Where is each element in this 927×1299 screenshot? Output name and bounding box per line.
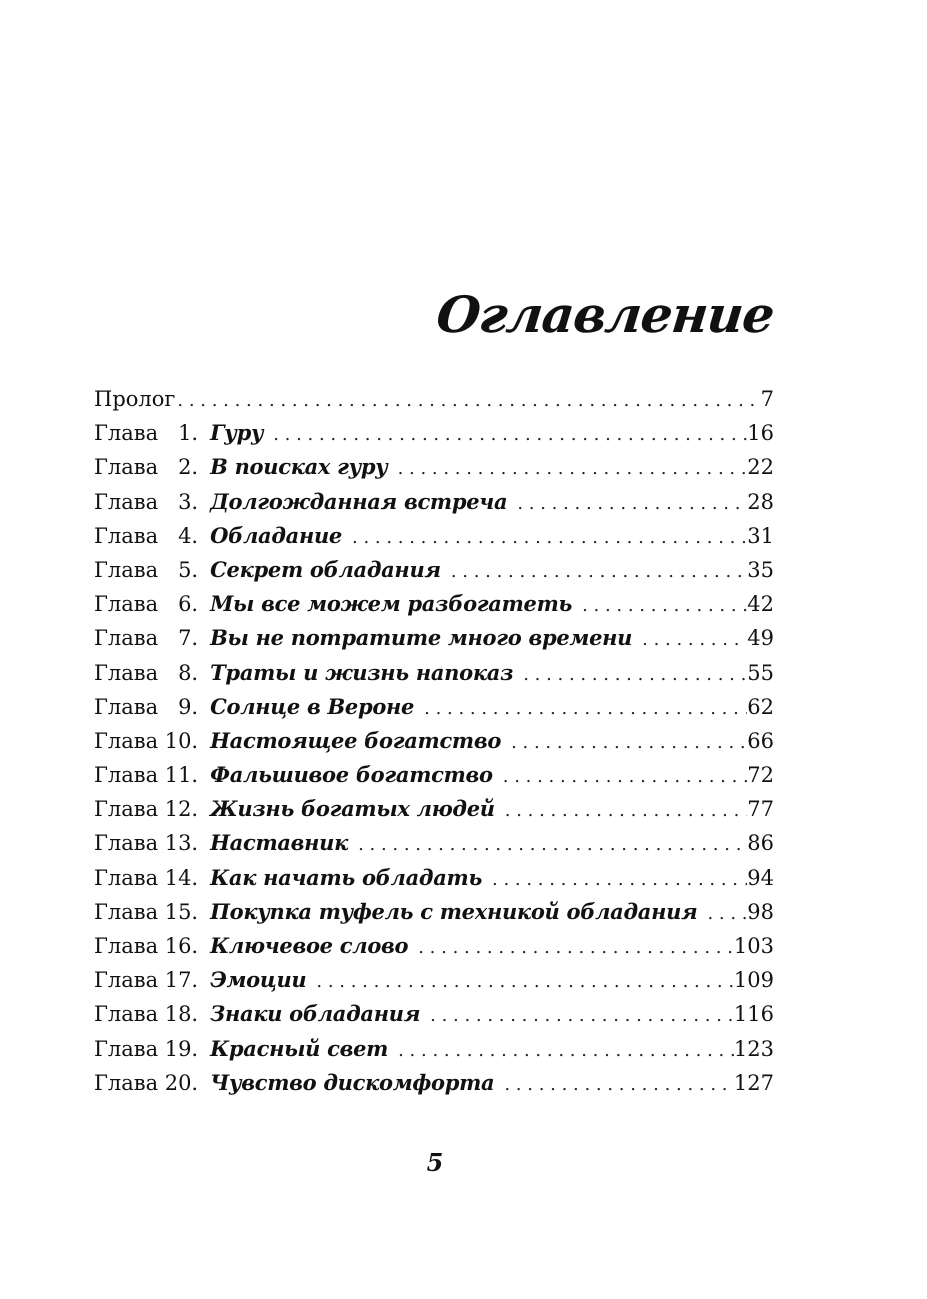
toc-entry-page: 103 [733,934,774,958]
dot-leader [501,760,748,794]
dot-leader [580,589,747,623]
toc-entry-label: Глава [94,489,159,514]
toc-entry-number: 18. [164,1002,199,1027]
toc-entry [94,1066,774,1100]
toc-entry-number: 12. [164,797,199,822]
toc-entry-title: Наставник [210,830,349,856]
toc-entry-page: 42 [747,592,774,617]
toc-entry-number: 2. [178,455,199,480]
toc-entry-title: Траты и жизнь напоказ [210,659,514,685]
toc-entry-page: 109 [733,968,774,993]
dot-leader [416,931,734,965]
toc-entry-label: Глава [94,899,159,924]
toc-entry [94,587,774,621]
dot-leader [422,692,747,726]
dot-leader [175,384,760,418]
toc-entry-page: 123 [733,1036,774,1061]
toc-entry-label: Глава [94,763,159,788]
toc-entry-page: 116 [733,1002,774,1027]
toc-entry-title: Жизнь богатых людей [210,796,495,822]
toc-entry-page: 72 [747,763,774,788]
toc-entry-page: 55 [747,660,774,685]
toc-entry-title: Настоящее богатство [210,727,502,753]
toc-entry [94,724,774,758]
toc-entry [94,1032,774,1066]
toc-entry [94,621,774,655]
toc-entry-number: 1. [178,421,199,446]
toc-entry-title: Как начать обладать [210,864,482,890]
dot-leader [503,794,748,828]
toc-entry-label: Глава [94,421,159,446]
toc-entry-label: Глава [94,728,159,753]
toc-entry-number: 7. [178,626,199,651]
dot-leader [356,828,747,862]
toc-entry-label: Глава [94,831,159,856]
toc-entry-title: Чувство дискомфорта [210,1069,495,1095]
toc-entry-title: Солнце в Вероне [210,693,415,719]
toc-entry-number: 11. [164,763,199,788]
toc-entry-title: Обладание [210,522,342,548]
toc-entry-label: Глава [94,660,159,685]
toc-entry-page: 49 [747,626,774,651]
toc-entry [94,895,774,929]
toc-entry-page: 77 [747,797,774,822]
toc-entry-label: Глава [94,592,159,617]
toc-entry-title: Долгожданная встреча [210,488,508,514]
toc-entry-page: 66 [747,728,774,753]
toc-entry-number: 8. [178,660,199,685]
toc-entry [94,416,774,450]
toc-entry [94,826,774,860]
toc-entry-title: Гуру [210,420,264,446]
toc-entry-page: 16 [747,421,774,446]
toc-entry-page: 94 [747,865,774,890]
dot-leader [521,658,747,692]
toc-entry [94,861,774,895]
toc-entry-page: 31 [747,523,774,548]
toc-entry-page: 22 [747,455,774,480]
dot-leader [396,1034,734,1068]
toc-entry-label: Глава [94,968,159,993]
toc-entry-label: Глава [94,523,159,548]
toc-entry-page: 98 [747,899,774,924]
toc-entry [94,758,774,792]
toc-entry-number: 6. [178,592,199,617]
toc-entry-number: 14. [164,865,199,890]
toc-entry-label: Глава [94,557,159,582]
toc-entry-title: Мы все можем разбогатеть [210,591,573,617]
toc-entry-title: Покупка туфель с техникой обладания [210,898,698,924]
toc-entry [94,382,774,416]
toc-entry-page: 86 [747,831,774,856]
dot-leader [509,726,747,760]
dot-leader [449,555,747,589]
toc-entry [94,792,774,826]
toc-entry-title: Фальшивое богатство [210,762,493,788]
toc-entry-number: 20. [164,1070,199,1095]
toc-entry-number: 9. [178,694,199,719]
toc-entry-label: Глава [94,934,159,958]
toc-entry-number: 15. [164,899,199,924]
toc-entry-page: 62 [747,694,774,719]
toc-entry [94,485,774,519]
dot-leader [515,487,747,521]
toc-entry [94,963,774,997]
dot-leader [502,1068,734,1102]
toc-entry-page: 127 [733,1070,774,1095]
dot-leader [705,897,747,931]
dot-leader [490,863,747,897]
toc-entry-label: Глава [94,694,159,719]
toc-entry-page: 35 [747,557,774,582]
toc-title: Оглавление [434,285,778,344]
toc-entry-title: Эмоции [210,967,307,993]
toc-entry-label: Глава [94,455,159,480]
toc-entry [94,656,774,690]
dot-leader [640,623,747,657]
dot-leader [350,521,747,555]
toc-entry-label: Глава [94,626,159,651]
toc-entry-label: Глава [94,1036,159,1061]
toc-entry-title: Секрет обладания [210,556,441,582]
toc-entry-number: 10. [164,728,199,753]
toc-entry-number: 16. [164,934,199,958]
dot-leader [271,418,747,452]
toc-entry-number: 4. [178,523,199,548]
toc-entry-number: 5. [178,557,199,582]
toc-entry-number: 19. [164,1036,199,1061]
toc-entry-title: Ключевое слово [210,933,409,958]
toc-entry [94,450,774,484]
dot-leader [428,999,734,1033]
toc-entry [94,690,774,724]
toc-entry-title: Вы не потратите много времени [210,625,633,651]
toc-entry-page: 28 [747,489,774,514]
table-of-contents [94,382,774,1100]
toc-entry [94,553,774,587]
toc-entry-label: Глава [94,1002,159,1027]
toc-entry-number: 17. [164,968,199,993]
toc-entry-label: Пролог [94,387,176,411]
page-number: 5 [426,1148,444,1177]
toc-entry-label: Глава [94,865,159,890]
toc-entry-page: 7 [760,387,774,411]
dot-leader [396,452,748,486]
toc-entry-title: В поисках гуру [210,454,388,480]
toc-entry-number: 13. [164,831,199,856]
toc-entry-label: Глава [94,797,159,822]
toc-entry-label: Глава [94,1070,159,1095]
dot-leader [314,965,734,999]
toc-entry [94,997,774,1031]
toc-entry-number: 3. [178,489,199,514]
toc-entry [94,519,774,553]
toc-entry-title: Красный свет [210,1035,389,1061]
toc-entry-title: Знаки обладания [210,1001,421,1027]
toc-entry [94,929,774,963]
